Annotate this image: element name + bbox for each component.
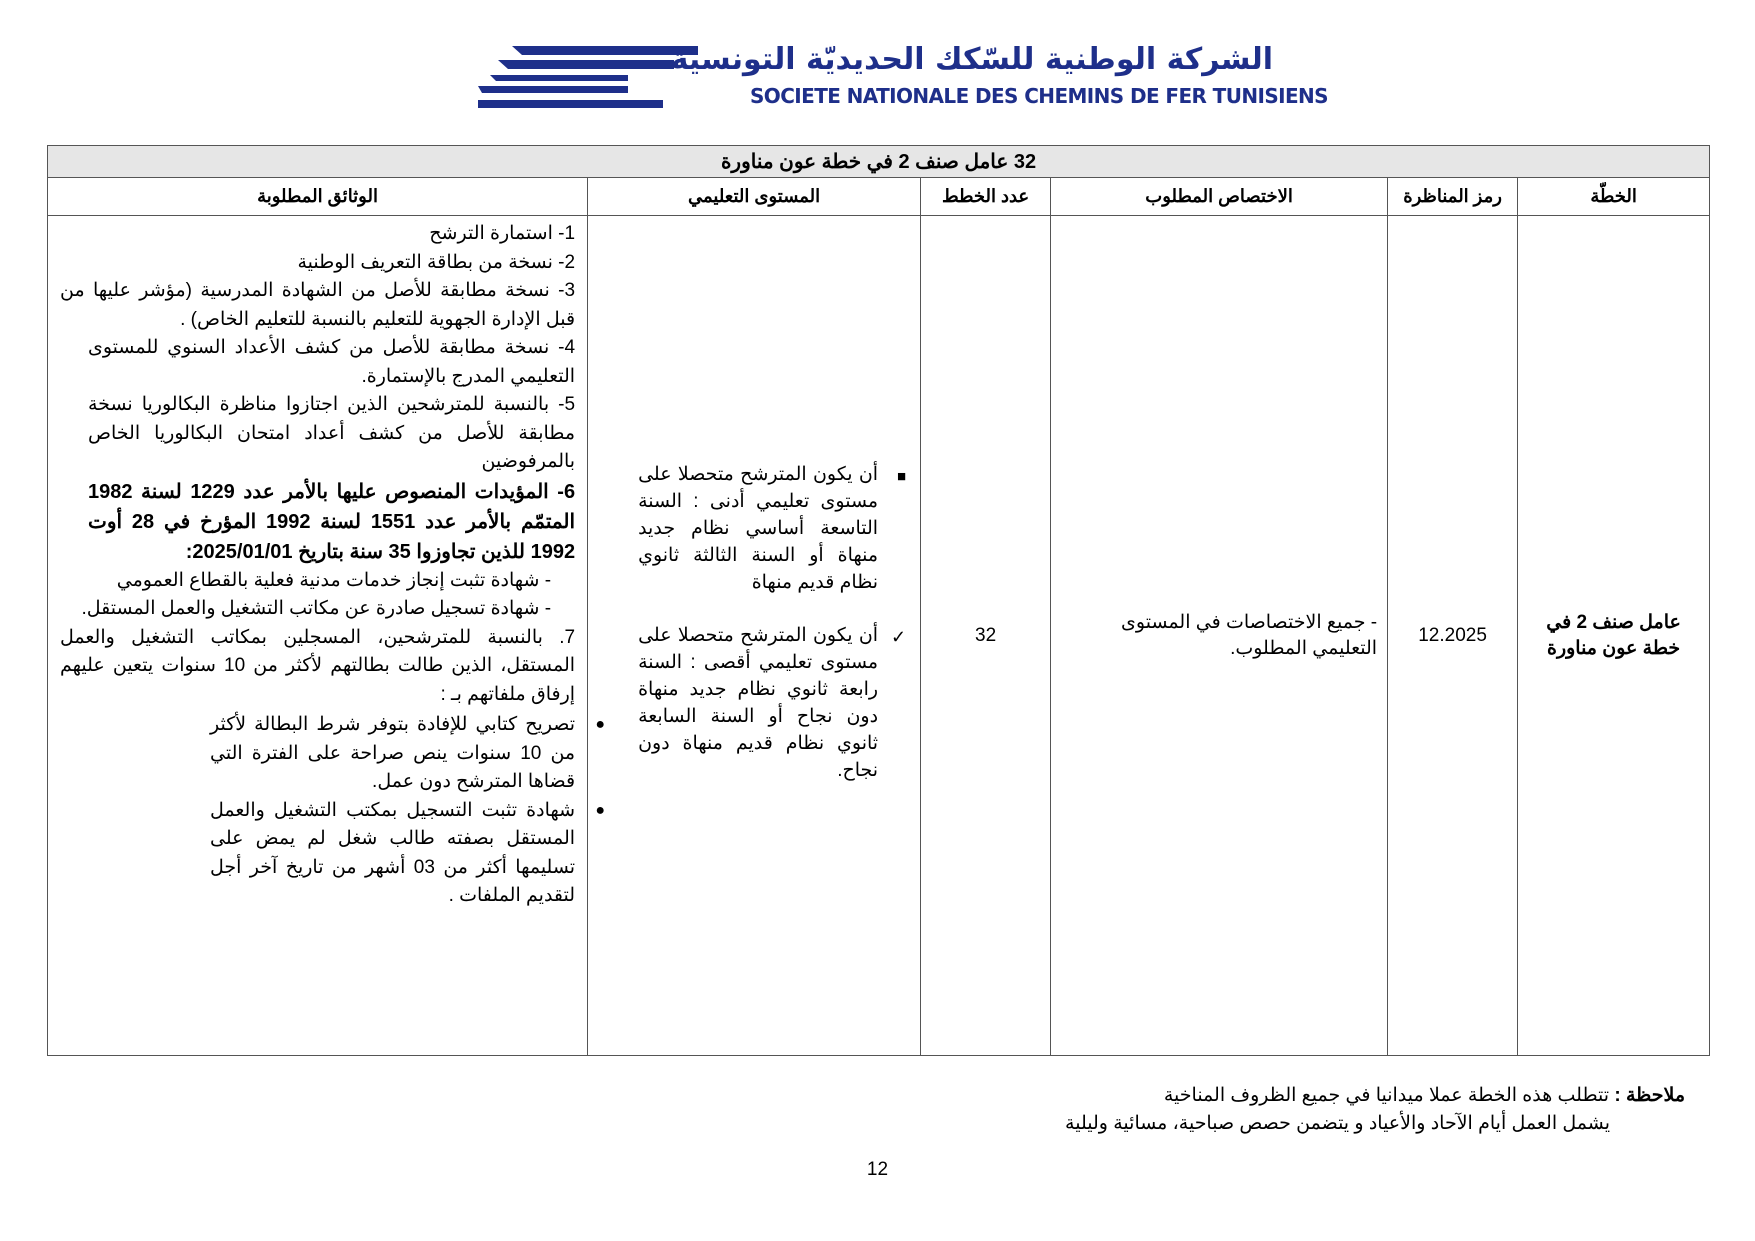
page-header [478, 40, 1328, 120]
column-header-count: عدد الخطط [921, 178, 1051, 216]
doc-item-1: 1- استمارة الترشح [429, 223, 576, 244]
doc-item-7-list [60, 711, 606, 911]
column-header-plan: الخطّة [1518, 178, 1710, 216]
cell-documents [48, 216, 606, 1056]
checkmark-icon: ✓ [890, 627, 907, 647]
bullet-icon: ● [595, 801, 606, 819]
note-line-2: يشمل العمل أيام الآحاد والأعياد و يتضمن حصص صباحية، مسائية وليلية [1065, 1113, 1610, 1134]
org-name-arabic: الشركة الوطنية للسّكك الحديديّة التونسية [670, 42, 1273, 77]
cell-count: 32 [921, 216, 1051, 1056]
table-title: 32 عامل صنف 2 في خطة عون مناورة [48, 146, 1710, 178]
plan-text: عامل صنف 2 في خطة عون مناورة [1546, 611, 1681, 659]
level-minimum-text: أن يكون المترشح متحصلا على مستوى تعليمي أدنى : السنة التاسعة أساسي نظام جديد منهاة أو السنة الثالثة ثانوي نظام قديم منهاة [638, 464, 879, 593]
table-row [48, 216, 1710, 1056]
cell-plan [1518, 216, 1710, 1056]
list-item [210, 797, 606, 911]
cell-level [588, 216, 921, 1056]
doc-item-7: 7. بالنسبة للمترشحين، المسجلين بمكاتب التشغيل والعمل المستقل، الذين طالت بطالتهم لأكثر من 10 سنوات يتعين عليهم إرفاق ملفاتهم بـ : [60, 626, 576, 705]
level-item-minimum [638, 461, 906, 596]
column-header-level: المستوى التعليمي [588, 178, 921, 216]
level-maximum-text: أن يكون المترشح متحصلا على مستوى تعليمي أقصى : السنة رابعة ثانوي نظام جديد منهاة دون نجاح أو السنة السابعة ثانوي نظام قديم منهاة دون نجاح. [638, 625, 879, 781]
column-header-code: رمز المناظرة [1388, 178, 1518, 216]
doc-item-2: 2- نسخة من بطاقة التعريف الوطنية [297, 251, 576, 273]
positions-table [47, 145, 1710, 1056]
note-label: ملاحظة : [1614, 1085, 1685, 1106]
cell-code: 12.2025 [1388, 216, 1518, 1056]
note-text-1: تتطلب هذه الخطة عملا ميدانيا في جميع الظروف المناخية [1163, 1085, 1610, 1106]
note-line-1 [900, 1082, 1685, 1110]
org-name-french: SOCIETE NATIONALE DES CHEMINS DE FER TUNISIENS [750, 84, 1328, 108]
sncft-logo-icon [478, 46, 698, 110]
doc-item-6: 6- المؤيدات المنصوص عليها بالأمر عدد 1229 لسنة 1982 المتمّم بالأمر عدد 1551 لسنة 1992 المؤرخ في 28 أوت 1992 للذين تجاوزوا 35 سنة بتاريخ 2025/01/01: [88, 480, 576, 563]
doc-item-5: 5- بالنسبة للمترشحين الذين اجتازوا مناظرة البكالوريا نسخة مطابقة للأصل من كشف أعداد امتحان البكالوريا الخاص بالمرفوضين [88, 394, 576, 472]
level-item-maximum [638, 622, 906, 784]
bullet-icon: ● [595, 716, 606, 733]
square-bullet-icon: ■ [897, 468, 907, 485]
table-header-row [48, 178, 1710, 216]
cell-specialty: - جميع الاختصاصات في المستوى التعليمي المطلوب. [1051, 216, 1388, 1056]
page-number: 12 [866, 1159, 889, 1180]
doc-item-4: 4- نسخة مطابقة للأصل من كشف الأعداد السنوي للمستوى التعليمي المدرج بالإستمارة. [88, 337, 576, 387]
doc-item-7a: تصريح كتابي للإفادة بتوفر شرط البطالة لأكثر من 10 سنوات ينص صراحة على الفترة التي قضاها المترشح دون عمل. [210, 714, 576, 792]
doc-item-6a: - شهادة تثبت إنجاز خدمات مدنية فعلية بالقطاع العمومي [116, 569, 552, 591]
doc-item-6b: - شهادة تسجيل صادرة عن مكاتب التشغيل والعمل المستقل. [81, 598, 552, 619]
table-title-row [48, 146, 1710, 178]
column-header-documents: الوثائق المطلوبة [48, 178, 588, 216]
doc-item-3: 3- نسخة مطابقة للأصل من الشهادة المدرسية (مؤشر عليها من قبل الإدارة الجهوية للتعليم بالنسبة للتعليم الخاص) . [60, 280, 576, 330]
note-section [900, 1082, 1685, 1138]
column-header-specialty: الاختصاص المطلوب [1051, 178, 1388, 216]
list-item [210, 711, 606, 797]
doc-item-7b: شهادة تثبت التسجيل بمكتب التشغيل والعمل المستقل بصفته طالب شغل لم يمض على تسليمها أكثر من 03 أشهر من تاريخ آخر أجل لتقديم الملفات . [210, 799, 576, 906]
